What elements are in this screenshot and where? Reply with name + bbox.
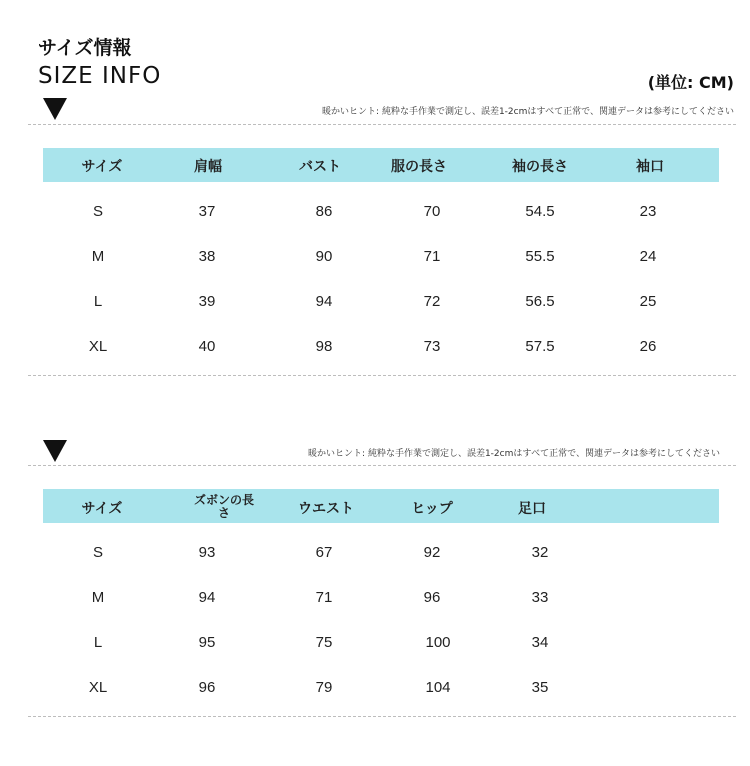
triangle-down-icon	[43, 440, 67, 462]
measurement-hint: 暖かいヒント: 純粋な手作業で測定し、誤差1-2cmはすべて正常で、関連データは参考にしてください	[308, 449, 720, 459]
table-cell: 34	[531, 634, 549, 651]
table-cell: 94	[315, 293, 333, 310]
table-cell: 38	[198, 248, 216, 265]
table-cell: L	[93, 634, 103, 651]
table-cell: 24	[639, 248, 657, 265]
table-cell: 37	[198, 203, 216, 220]
table-cell: 35	[531, 679, 549, 696]
measurement-hint: 暖かいヒント: 純粋な手作業で測定し、誤差1-2cmはすべて正常で、関連データは参考にしてください	[322, 107, 734, 117]
header-cell: 服の長さ	[391, 159, 447, 175]
table-cell: 79	[315, 679, 333, 696]
table-cell: 40	[198, 338, 216, 355]
header-cell: ズボンの長さ	[193, 493, 254, 520]
table-cell: 71	[423, 248, 441, 265]
table-cell: 73	[423, 338, 441, 355]
header-cell: 袖口	[636, 159, 664, 175]
tops-table-header	[43, 148, 719, 182]
table-cell: 96	[198, 679, 216, 696]
divider	[28, 375, 736, 376]
table-cell: 71	[315, 589, 333, 606]
triangle-down-icon	[43, 98, 67, 120]
table-cell: 39	[198, 293, 216, 310]
table-cell: S	[92, 544, 104, 561]
table-cell: 100	[425, 634, 451, 651]
header-cell: 肩幅	[194, 159, 222, 175]
header-cell: 足口	[518, 501, 546, 517]
table-cell: 67	[315, 544, 333, 561]
table-cell: 25	[639, 293, 657, 310]
table-cell: 54.5	[525, 203, 555, 220]
divider	[28, 465, 736, 466]
header-cell: 袖の長さ	[512, 159, 568, 175]
header-cell: ウエスト	[298, 501, 354, 517]
table-cell: XL	[88, 679, 108, 696]
table-cell: 55.5	[525, 248, 555, 265]
table-cell: 90	[315, 248, 333, 265]
divider	[28, 716, 736, 717]
unit-label: (単位: CM)	[647, 73, 734, 92]
table-cell: XL	[88, 338, 108, 355]
table-cell: L	[93, 293, 103, 310]
table-cell: 26	[639, 338, 657, 355]
table-cell: 72	[423, 293, 441, 310]
header-cell: サイズ	[81, 159, 123, 175]
table-cell: S	[92, 203, 104, 220]
table-cell: 104	[425, 679, 451, 696]
table-cell: 32	[531, 544, 549, 561]
header-cell: バスト	[299, 159, 341, 175]
table-cell: M	[91, 589, 105, 606]
table-cell: 96	[423, 589, 441, 606]
table-cell: 75	[315, 634, 333, 651]
pants-table-header	[43, 489, 719, 523]
table-cell: 92	[423, 544, 441, 561]
table-cell: 33	[531, 589, 549, 606]
table-cell: 70	[423, 203, 441, 220]
page-title: サイズ情報	[38, 37, 132, 59]
table-cell: 86	[315, 203, 333, 220]
page-subtitle: SIZE INFO	[38, 63, 162, 89]
table-cell: 57.5	[525, 338, 555, 355]
table-cell: 93	[198, 544, 216, 561]
header-cell: ヒップ	[411, 501, 453, 517]
table-cell: 23	[639, 203, 657, 220]
table-cell: 95	[198, 634, 216, 651]
table-cell: 98	[315, 338, 333, 355]
table-cell: 56.5	[525, 293, 555, 310]
table-cell: 94	[198, 589, 216, 606]
header-cell: サイズ	[81, 501, 123, 517]
divider	[28, 124, 736, 125]
table-cell: M	[91, 248, 105, 265]
